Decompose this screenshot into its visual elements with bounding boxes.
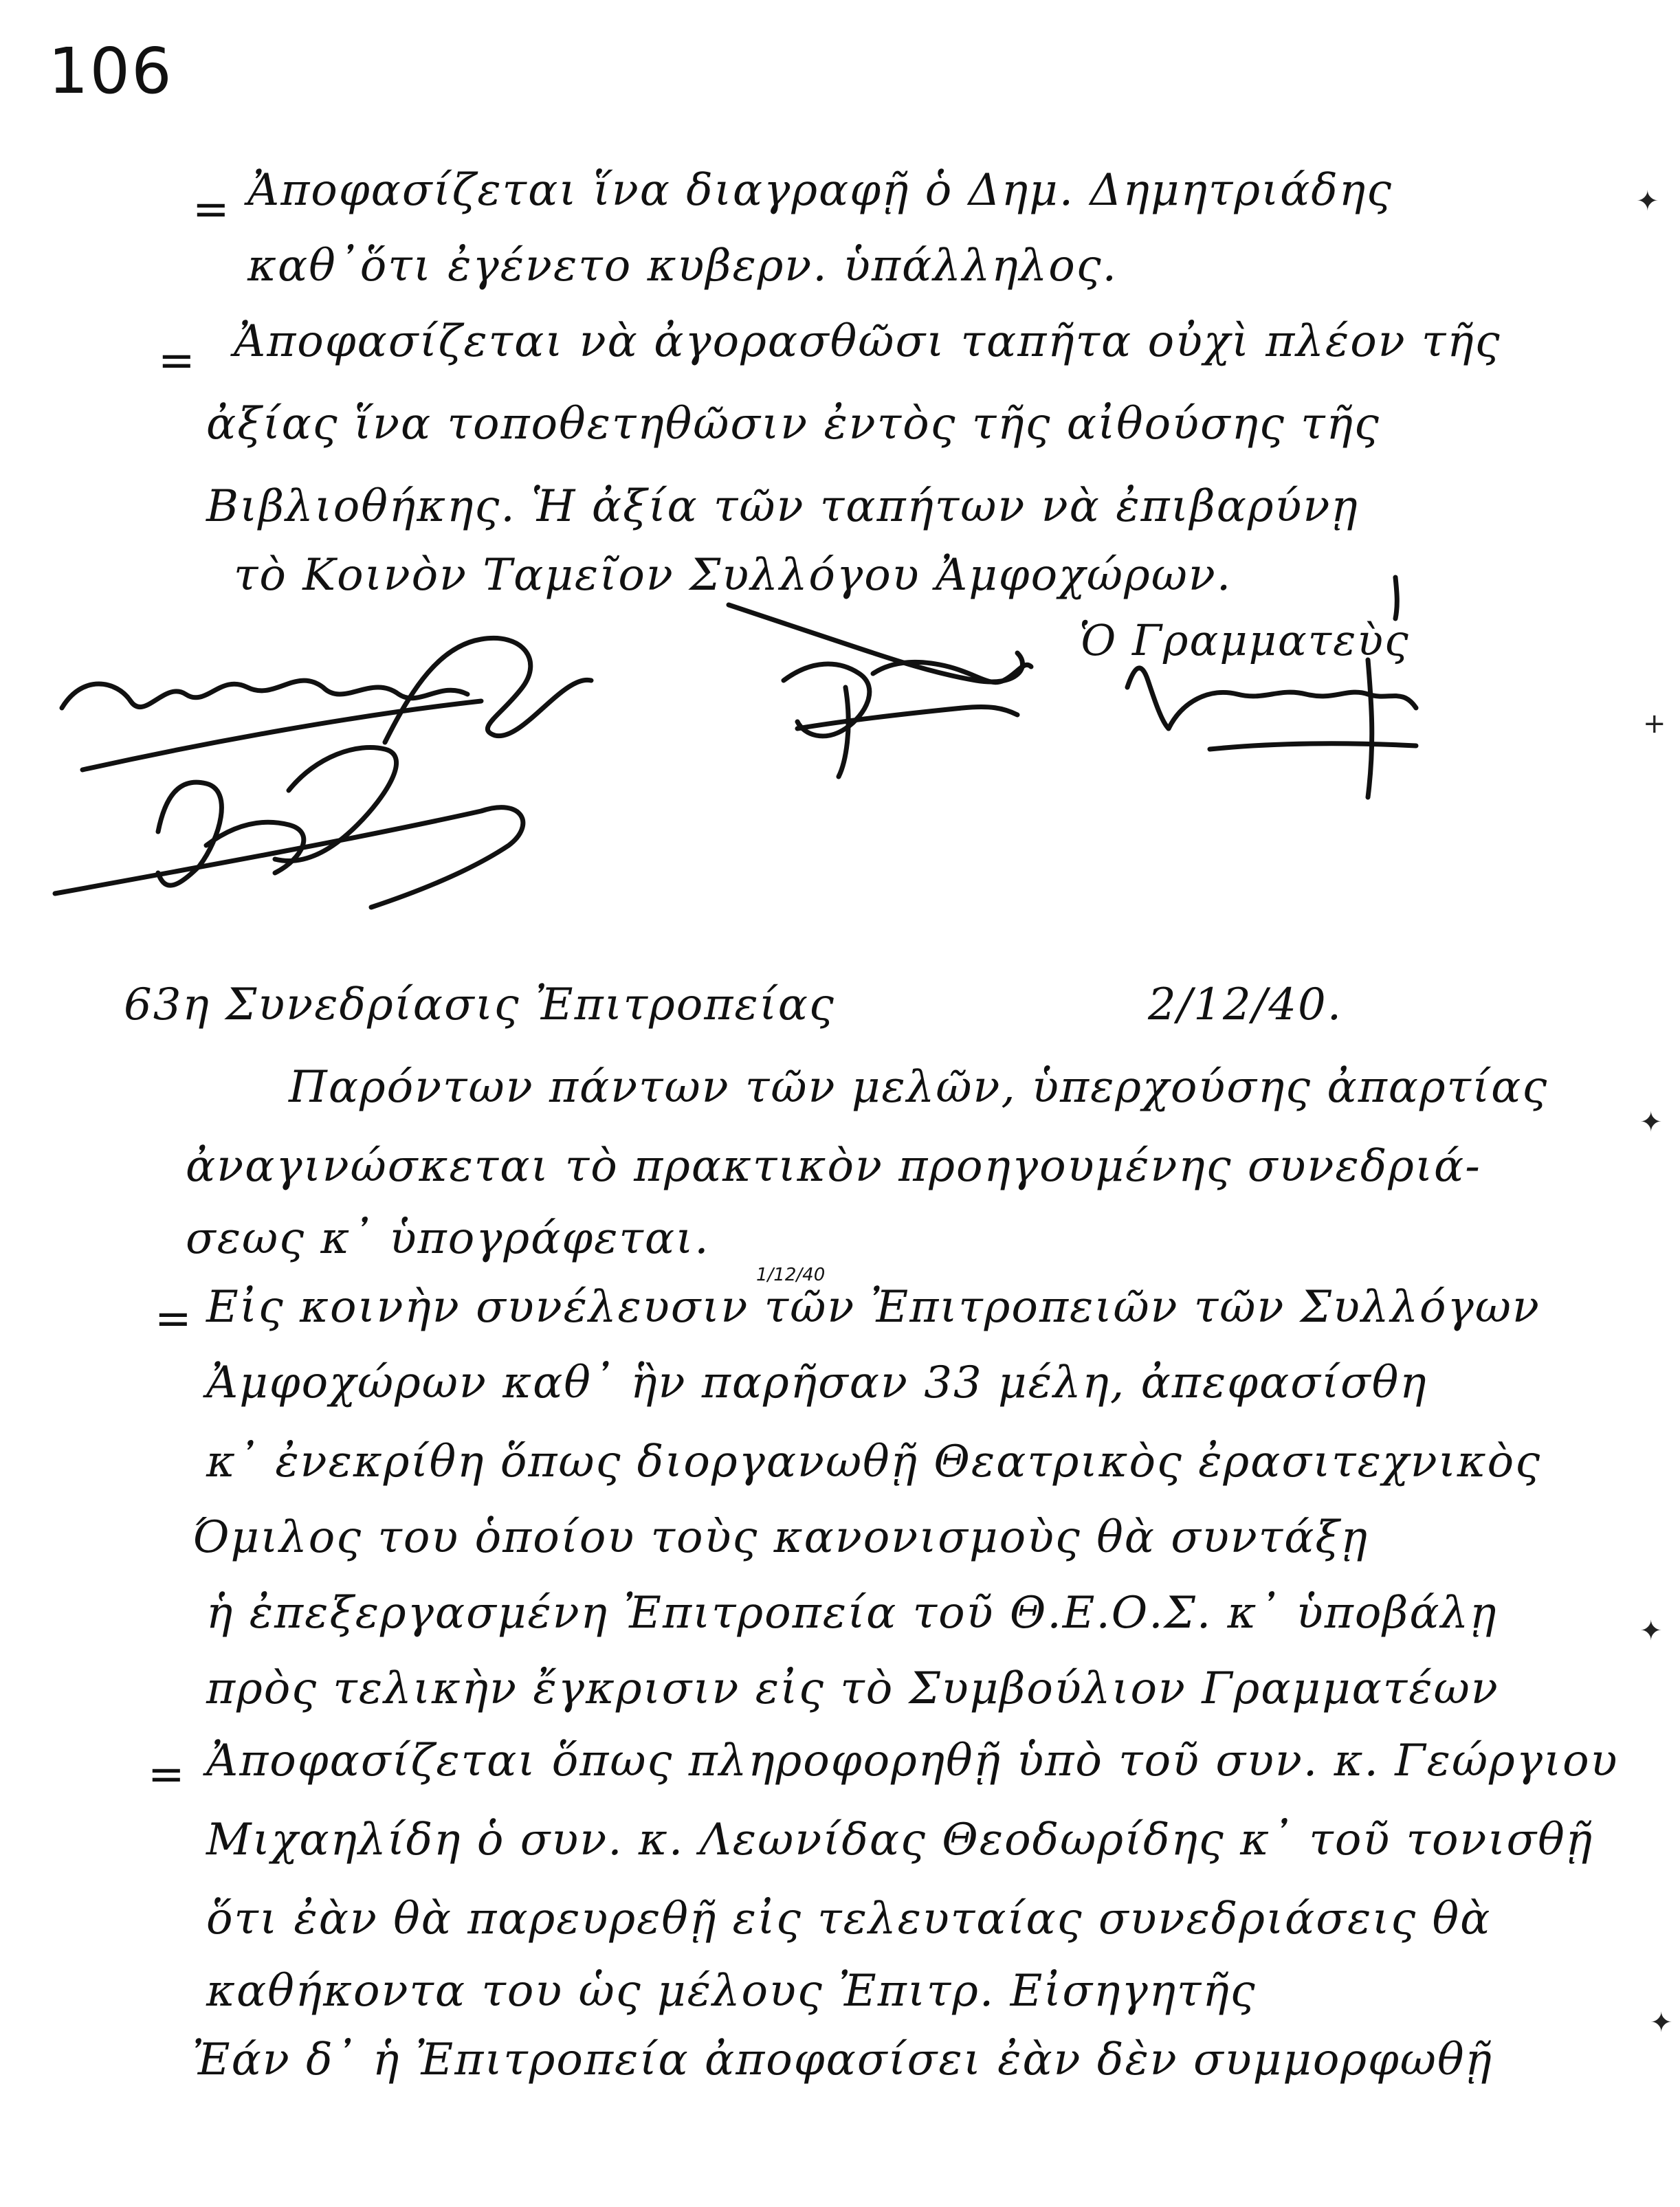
- handwritten-line: Ἐάν δ᾽ ἡ Ἐπιτροπεία ἀποφασίσει ἐὰν δὲν συμμορφωθῇ: [192, 2034, 1493, 2085]
- margin-mark: ✦: [1650, 2007, 1673, 2039]
- handwritten-line: Εἰς κοινὴν συνέλευσιν τῶν Ἐπιτροπειῶν τῶν Συλλόγων: [206, 1282, 1540, 1333]
- margin-mark: ✦: [1636, 186, 1659, 217]
- page-number: 106: [48, 34, 173, 108]
- handwritten-line: πρὸς τελικὴν ἔγκρισιν εἰς τὸ Συμβούλιον Γραμματέων: [206, 1663, 1499, 1714]
- handwritten-line: ἀξίας ἵνα τοποθετηθῶσιν ἐντὸς τῆς αἰθούσης τῆς: [206, 399, 1380, 450]
- handwritten-line: ἀναγινώσκεται τὸ πρακτικὸν προηγουμένης συνεδριά-: [186, 1141, 1481, 1192]
- bullet-mark: =: [192, 184, 230, 235]
- handwritten-line: Ἀποφασίζεται ὅπως πληροφορηθῇ ὑπὸ τοῦ συν. κ. Γεώργιου: [206, 1735, 1619, 1786]
- meeting-date: 2/12/40.: [1148, 979, 1343, 1030]
- secretary-label: Ὁ Γραμματεὺς: [1079, 615, 1410, 665]
- handwritten-line: Ἀποφασίζεται ἵνα διαγραφῇ ὁ Δημ. Δημητριάδης: [247, 165, 1393, 216]
- handwritten-line: Παρόντων πάντων τῶν μελῶν, ὑπερχούσης ἀπαρτίας: [289, 1062, 1549, 1113]
- handwritten-line: τὸ Κοινὸν Ταμεῖον Συλλόγου Ἀμφοχώρων.: [234, 550, 1233, 601]
- margin-mark: +: [1643, 708, 1666, 740]
- handwritten-line: σεως κ᾽ ὑπογράφεται.: [186, 1213, 710, 1264]
- margin-mark: ✦: [1639, 1107, 1663, 1138]
- inserted-date-note: 1/12/40: [756, 1265, 826, 1285]
- handwritten-line: καθ᾽ὅτι ἐγένετο κυβερν. ὑπάλληλος.: [247, 241, 1118, 291]
- bullet-mark: =: [148, 1749, 185, 1800]
- bullet-mark: =: [155, 1294, 192, 1344]
- handwritten-line: Ἀμφοχώρων καθ᾽ ἣν παρῆσαν 33 μέλη, ἀπεφασίσθη: [206, 1357, 1428, 1408]
- handwritten-line: καθήκοντα του ὡς μέλους Ἐπιτρ. Εἰσηγητῆς: [206, 1966, 1257, 2017]
- handwritten-line: ὅτι ἐὰν θὰ παρευρεθῇ εἰς τελευταίας συνεδριάσεις θὰ: [206, 1894, 1492, 1944]
- handwritten-line: κ᾽ ἐνεκρίθη ὅπως διοργανωθῇ Θεατρικὸς ἐρασιτεχνικὸς: [206, 1437, 1542, 1487]
- meeting-heading: 63η Συνεδρίασις Ἐπιτροπείας: [124, 979, 835, 1030]
- handwritten-line: Ἀποφασίζεται νὰ ἀγορασθῶσι ταπῆτα οὐχὶ πλέον τῆς: [234, 316, 1501, 367]
- signatures-graphic: [0, 0, 1680, 962]
- handwritten-line: ἡ ἐπεξεργασμένη Ἐπιτροπεία τοῦ Θ.Ε.Ο.Σ. κ᾽ ὑποβάλῃ: [206, 1588, 1498, 1639]
- handwritten-line: Όμιλος του ὁποίου τοὺς κανονισμοὺς θὰ συντάξῃ: [192, 1512, 1369, 1563]
- margin-mark: ✦: [1639, 1615, 1663, 1647]
- bullet-mark: =: [158, 335, 195, 386]
- handwritten-line: Μιχαηλίδη ὁ συν. κ. Λεωνίδας Θεοδωρίδης κ᾽ τοῦ τονισθῇ: [206, 1815, 1594, 1865]
- handwritten-line: Βιβλιοθήκης. Ἡ ἀξία τῶν ταπήτων νὰ ἐπιβαρύνῃ: [206, 481, 1359, 532]
